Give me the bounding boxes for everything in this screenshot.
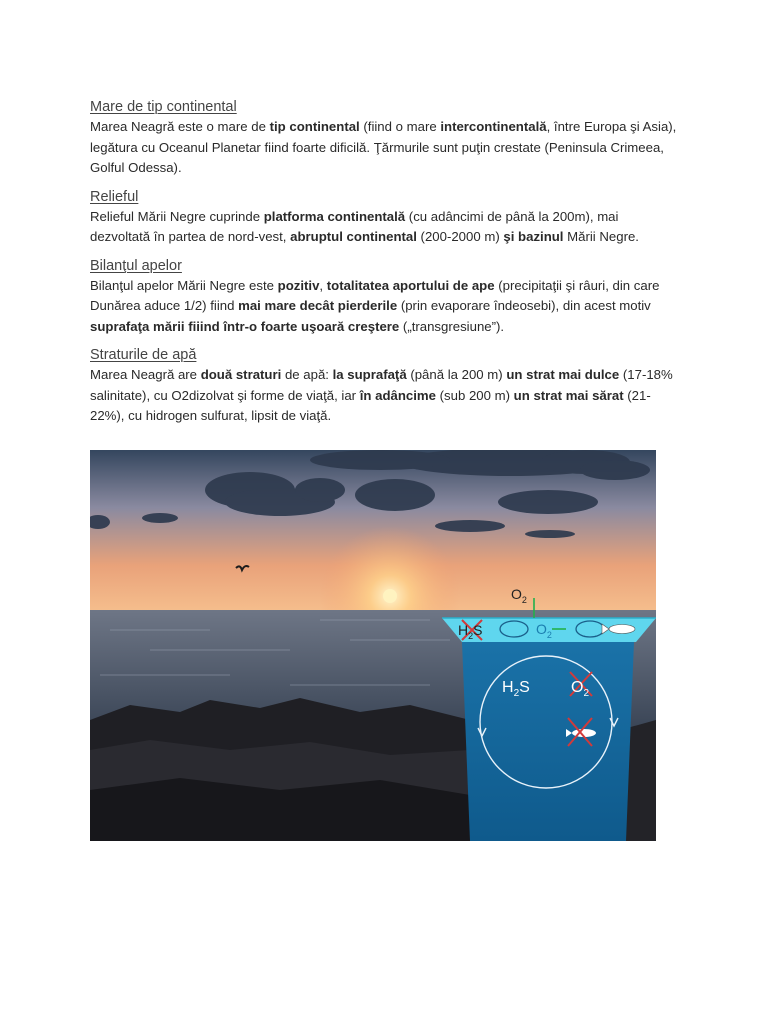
section-continental: [90, 98, 680, 179]
paragraph-text-run: un strat mai sărat: [513, 387, 624, 403]
paragraph-text-run: (21-22%), cu hidrogen sulfurat, lipsit de viaţă.: [90, 387, 651, 423]
paragraph-text-run: Relieful Mării Negre cuprinde: [90, 208, 264, 224]
black-sea-layers-figure: [90, 450, 656, 841]
sea-sunset-diagram: [90, 450, 656, 841]
paragraph-text-run: abruptul continental: [290, 229, 417, 244]
h2s-deep-tail: S: [519, 679, 530, 696]
h2s-deep-subscript: 2: [513, 688, 520, 699]
document-body: [90, 98, 680, 436]
paragraph-text-run: ,: [319, 277, 327, 293]
paragraph-text-run: intercontinentală: [440, 119, 547, 134]
paragraph-text-run: (sub 200 m): [435, 387, 514, 403]
paragraph-text-run: Bilanţul apelor Mării Negre este: [90, 277, 278, 293]
section-relief: [90, 188, 680, 248]
section-heading: Relieful: [90, 188, 139, 205]
paragraph-text-run: tip continental: [269, 119, 360, 134]
section-paragraph: [90, 276, 680, 338]
paragraph-text-run: un strat mai dulce: [506, 367, 620, 382]
h2s-deep-label: H: [502, 679, 514, 696]
paragraph-text-run: pozitiv: [277, 277, 320, 293]
o2-top-label: O: [511, 586, 522, 602]
o2-surface-subscript: 2: [546, 630, 552, 640]
paragraph-text-run: (până la 200 m): [406, 367, 507, 382]
paragraph-text-run: mai mare decât pierderile: [238, 298, 398, 313]
sun: [383, 589, 397, 603]
h2s-surface-subscript: 2: [468, 631, 474, 641]
o2-surface-label: O: [536, 621, 547, 637]
paragraph-text-run: la suprafaţă: [332, 367, 407, 382]
paragraph-text-run: şi bazinul: [503, 229, 564, 244]
paragraph-text-run: (precipitaţii şi râuri, din care Dunărea aduce 1/2) fiind: [90, 277, 660, 313]
o2-deep-label: O: [571, 679, 584, 696]
h2s-surface-tail: S: [473, 622, 483, 638]
paragraph-text-run: (200-2000 m): [416, 229, 504, 244]
paragraph-text-run: în adâncime: [359, 387, 436, 403]
deep-layer: [462, 642, 634, 841]
o2-top-subscript: 2: [521, 595, 527, 605]
section-water-balance: [90, 257, 680, 338]
paragraph-text-run: de apă:: [281, 367, 333, 382]
paragraph-text-run: Mării Negre.: [563, 229, 639, 244]
paragraph-text-run: Marea Neagră are: [90, 367, 201, 382]
paragraph-text-run: două straturi: [200, 367, 282, 382]
o2-deep-subscript: 2: [583, 688, 590, 699]
section-paragraph: [90, 117, 680, 179]
paragraph-text-run: („transgresiune”).: [399, 318, 505, 334]
paragraph-text-run: (17-18% salinitate), cu O2dizolvat şi forme de viaţă, iar: [90, 367, 673, 403]
section-heading: Bilanţul apelor: [90, 257, 182, 274]
paragraph-text-run: suprafaţa mării fiiind într-o foarte uşoară creştere: [90, 318, 400, 334]
section-paragraph: [90, 207, 680, 248]
paragraph-text-run: Marea Neagră este o mare de: [90, 119, 270, 134]
paragraph-text-run: , între Europa şi Asia), legătura cu Oceanul Planetar fiind foarte dificilă. Ţărmurile sunt puţin crestate (Peninsula Crimeea, Golful Odessa).: [90, 119, 677, 175]
section-heading: Mare de tip continental: [90, 99, 237, 115]
section-water-layers: [90, 346, 680, 427]
paragraph-text-run: platforma continentală: [263, 208, 406, 224]
section-heading: Straturile de apă: [90, 347, 197, 363]
paragraph-text-run: (fiind o mare: [359, 119, 441, 134]
paragraph-text-run: totalitatea aportului de ape: [326, 277, 495, 293]
h2s-surface-label: H: [458, 622, 469, 638]
paragraph-text-run: (cu adâncimi de până la 200m), mai dezvoltată în partea de nord-vest,: [90, 208, 619, 244]
section-paragraph: [90, 365, 680, 427]
paragraph-text-run: (prin evaporare îndeosebi), din acest motiv: [397, 298, 651, 313]
